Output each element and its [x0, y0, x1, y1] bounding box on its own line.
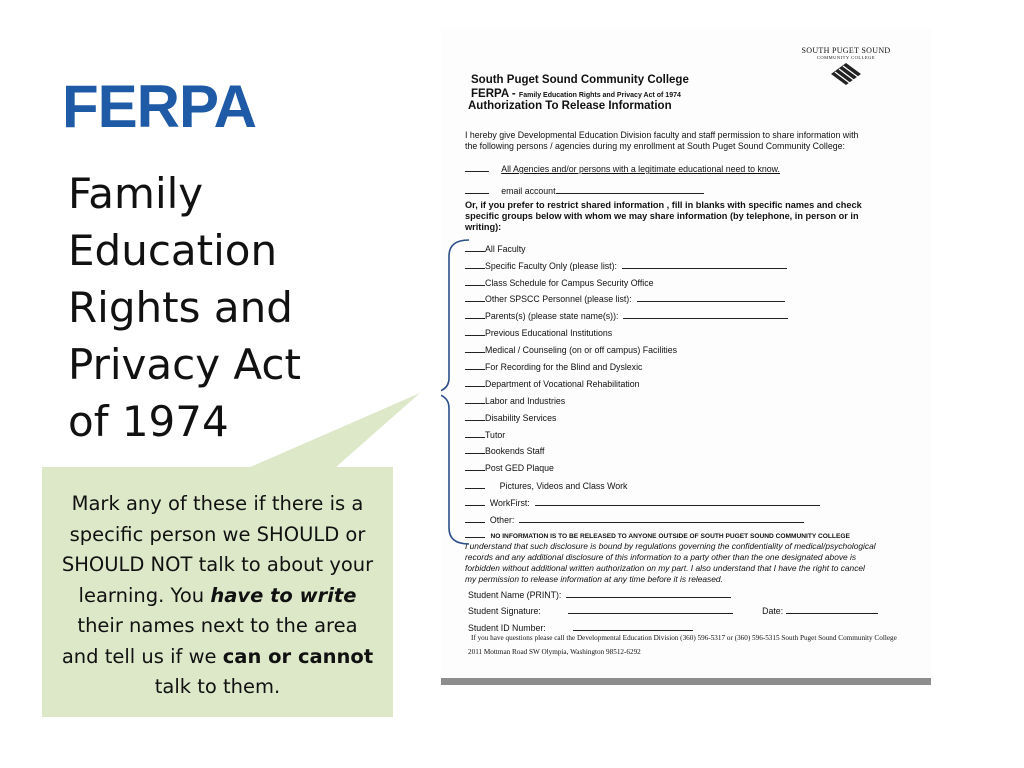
student-id-field	[468, 621, 693, 633]
item-label: Bookends Staff	[485, 446, 545, 456]
student-signature-field	[468, 604, 878, 616]
list-item	[465, 309, 788, 321]
item-label: Post GED Plaque	[485, 463, 554, 473]
logo-sub: COMMUNITY COLLEGE	[816, 55, 876, 60]
list-item	[465, 343, 677, 355]
item-label: Tutor	[485, 430, 506, 440]
list-item	[465, 428, 505, 440]
item-label: Department of Vocational Rehabilitation	[485, 379, 640, 389]
item-label: Other:	[489, 515, 515, 525]
item-label: Medical / Counseling (on or off campus) Facilities	[485, 345, 677, 355]
list-item	[465, 394, 565, 406]
student-name-label: Student Name (PRINT):	[468, 590, 562, 600]
date-label: Date:	[762, 606, 784, 616]
form-auth-heading: Authorization To Release Information	[468, 100, 672, 112]
item-label: Parents(s) (please state name(s)):	[485, 311, 619, 321]
ferpa-full-name: Family Education Rights and Privacy Act of 1974	[518, 92, 681, 99]
option-email-account	[465, 184, 704, 196]
subtitle-line: of 1974	[68, 397, 229, 446]
logo-mark-icon	[831, 63, 861, 85]
option-all-agencies	[465, 162, 780, 174]
list-item	[465, 513, 804, 525]
intro-line: the following persons / agencies during my enrollment at South Puget Sound Community College:	[465, 141, 845, 151]
list-item	[465, 444, 545, 456]
list-item	[465, 411, 556, 423]
scan-edge	[441, 678, 931, 685]
logo-name: SOUTH PUGET SOUND	[801, 46, 891, 55]
student-signature-label: Student Signature:	[468, 606, 541, 616]
no-info-label: NO INFORMATION IS TO BE RELEASED TO ANYONE OUTSIDE OF SOUTH PUGET SOUND COMMUNITY COLLEGE	[490, 533, 850, 540]
form-college-name: South Puget Sound Community College	[471, 74, 689, 86]
item-label: Pictures, Videos and Class Work	[499, 481, 628, 491]
restrict-line: Or, if you prefer to restrict shared information , fill in blanks with specific names and check	[465, 200, 862, 210]
list-item	[465, 259, 787, 271]
college-logo	[801, 46, 891, 85]
list-item	[465, 377, 640, 389]
list-item	[465, 326, 612, 338]
address-line: 2011 Mottman Road SW Olympia, Washington 98512-6292	[468, 648, 641, 656]
item-label: Specific Faculty Only (please list):	[485, 261, 617, 271]
student-name-field	[468, 588, 731, 600]
callout-emphasis: can or cannot	[222, 644, 374, 668]
bracket-icon	[441, 28, 931, 685]
callout-emphasis: have to write	[210, 583, 357, 607]
form-ferpa-heading	[471, 88, 681, 100]
item-label: Previous Educational Institutions	[485, 328, 613, 338]
callout-text: their names next to the area and tell us if we	[61, 614, 358, 668]
subtitle-line: Family	[68, 169, 204, 218]
list-item	[465, 479, 627, 491]
subtitle-line: Rights and	[68, 283, 293, 332]
callout-text: Mark any of these if there is a specific person we SHOULD or SHOULD NOT talk to about your learning. You	[61, 492, 374, 607]
item-label: Other SPSCC Personnel (please list):	[485, 294, 632, 304]
restrict-line: specific groups below with whom we may share information (by telephone, in person or in	[465, 211, 859, 221]
email-account-label: email account	[501, 186, 556, 196]
item-label: Labor and Industries	[485, 396, 566, 406]
understand-line: forbidden without additional written authorization on my part. I also understand that I have the right to cancel	[465, 563, 865, 573]
list-item	[465, 276, 654, 288]
understand-line: records and any additional disclosure of this information to a party other than the one designated above is	[465, 552, 857, 562]
list-item	[465, 360, 642, 372]
item-label: Class Schedule for Campus Security Office	[485, 278, 654, 288]
no-info-line	[465, 528, 850, 540]
item-label: All Faculty	[485, 244, 526, 254]
understand-line: my permission to release information at any time before it is released.	[465, 574, 723, 584]
ferpa-form-image	[441, 28, 931, 685]
subtitle-line: Education	[68, 226, 278, 275]
intro-line: I hereby give Developmental Education Division faculty and staff permission to share information with	[465, 130, 859, 140]
ferpa-label: FERPA -	[471, 88, 519, 100]
item-label: Disability Services	[485, 413, 557, 423]
understand-line: I understand that such disclosure is bound by regulations governing the confidentiality of medical/psychological	[465, 541, 876, 551]
item-label: WorkFirst:	[489, 498, 530, 508]
callout-text: talk to them.	[154, 675, 281, 698]
restrict-line: writing):	[465, 222, 502, 232]
all-agencies-label: All Agencies and/or persons with a legitimate educational need to know.	[501, 164, 780, 174]
list-item	[465, 242, 526, 254]
callout-box	[42, 467, 393, 717]
slide-title: FERPA	[62, 73, 256, 140]
list-item	[465, 461, 554, 473]
list-item	[465, 496, 820, 508]
slide-subtitle	[68, 165, 398, 450]
subtitle-line: Privacy Act	[68, 340, 301, 389]
item-label: For Recording for the Blind and Dyslexic	[485, 362, 643, 372]
questions-line: If you have questions please call the Developmental Education Division (360) 596-5317 or (360) 596-5315 South Puget Sound Community College	[471, 634, 897, 642]
list-item	[465, 292, 785, 304]
student-id-label: Student ID Number:	[468, 623, 546, 633]
